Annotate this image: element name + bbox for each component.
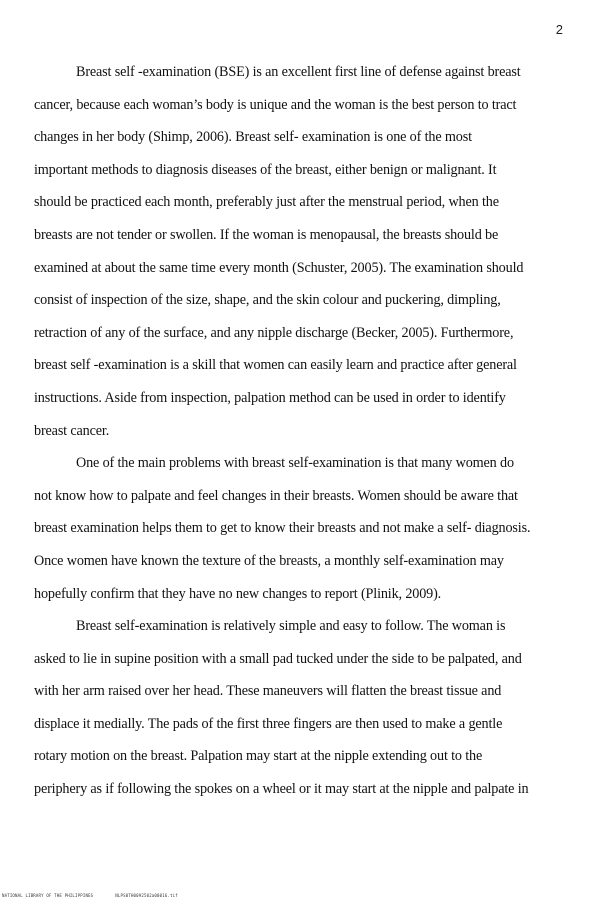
text-line: examined at about the same time every month (Schuster, 2005). The examination should <box>34 259 524 276</box>
text-line: Breast self -examination (BSE) is an excellent first line of defense against breast <box>76 64 521 80</box>
text-line: consist of inspection of the size, shape, and the skin colour and puckering, dimpling, <box>34 292 501 309</box>
footer-library-name: NATIONAL LIBRARY OF THE PHILIPPINES <box>2 893 94 898</box>
text-line: hopefully confirm that they have no new changes to report (Plinik, 2009). <box>34 585 442 602</box>
scan-footer <box>2 893 178 898</box>
paragraph-3 <box>34 610 569 806</box>
paragraph-2 <box>34 447 569 610</box>
page-number: 2 <box>555 22 563 37</box>
text-line: displace it medially. The pads of the first three fingers are then used to make a gentle <box>34 715 503 732</box>
text-line: changes in her body (Shimp, 2006). Breast self- examination is one of the most <box>34 129 472 146</box>
text-line: breast examination helps them to get to know their breasts and not make a self- diagnosis. <box>34 520 531 537</box>
paragraph-1 <box>34 56 569 447</box>
text-line: Breast self-examination is relatively simple and easy to follow. The woman is <box>76 618 506 635</box>
text-line: breast cancer. <box>34 422 110 439</box>
text-line: asked to lie in supine position with a small pad tucked under the side to be palpated, and <box>34 650 522 667</box>
text-line: instructions. Aside from inspection, palpation method can be used in order to identify <box>34 389 506 406</box>
text-line: periphery as if following the spokes on a wheel or it may start at the nipple and palpate in <box>34 781 529 798</box>
text-line: Once women have known the texture of the breasts, a monthly self-examination may <box>34 552 504 569</box>
text-line: should be practiced each month, preferably just after the menstrual period, when the <box>34 194 499 211</box>
text-line: with her arm raised over her head. These maneuvers will flatten the breast tissue and <box>34 683 502 700</box>
text-line: breasts are not tender or swollen. If the woman is menopausal, the breasts should be <box>34 226 499 243</box>
text-line: important methods to diagnosis diseases of the breast, either benign or malignant. It <box>34 161 497 178</box>
text-line: rotary motion on the breast. Palpation may start at the nipple extending out to the <box>34 748 483 765</box>
document-body <box>34 56 569 806</box>
footer-file-code: NLPS0TH0092502a00016.tif <box>115 893 178 898</box>
text-line: breast self -examination is a skill that women can easily learn and practice after general <box>34 357 517 374</box>
text-line: not know how to palpate and feel changes in their breasts. Women should be aware that <box>34 487 518 504</box>
text-line: cancer, because each woman’s body is unique and the woman is the best person to tract <box>34 96 517 113</box>
text-line: retraction of any of the surface, and any nipple discharge (Becker, 2005). Furthermore, <box>34 324 514 341</box>
text-line: One of the main problems with breast self-examination is that many women do <box>76 455 514 472</box>
